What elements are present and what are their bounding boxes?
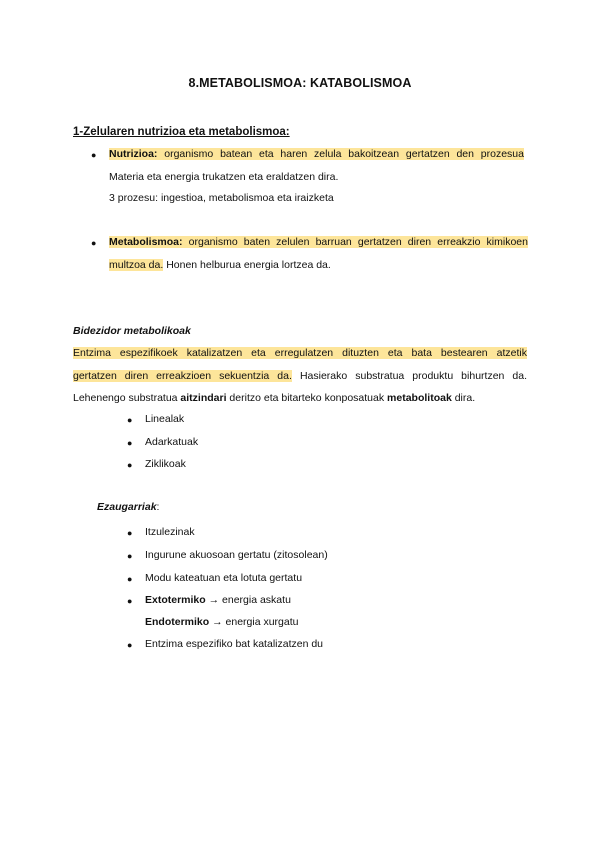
nutrizioa-text: organismo batean eta haren zelula bakoitzean gertatzen den prozesua bbox=[164, 148, 524, 160]
bullet-dot: ● bbox=[127, 460, 133, 470]
metabolismoa-term: Metabolismoa: bbox=[109, 236, 183, 248]
bullet-dot: ● bbox=[127, 640, 133, 650]
bidezidor-para-line2: gertatzen diren erreakzioen sekuentzia da. Hasierako substratua produktu bihurtzen da. bbox=[73, 370, 527, 382]
bidezidor-heading: Bidezidor metabolikoak bbox=[73, 325, 191, 337]
list-item: Ingurune akuosoan gertatu (zitosolean) bbox=[145, 549, 328, 561]
bullet-dot: ● bbox=[127, 551, 133, 561]
metabolismoa-definition bbox=[109, 235, 528, 250]
list-item: Itzulezinak bbox=[145, 526, 195, 538]
list-item: Adarkatuak bbox=[145, 436, 199, 448]
nutrizioa-definition bbox=[109, 147, 524, 162]
list-item: Entzima espezifiko bat katalizatzen du bbox=[145, 638, 324, 650]
bullet-dot: ● bbox=[127, 528, 133, 538]
list-item: Ziklikoak bbox=[145, 458, 186, 470]
bullet-dot: ● bbox=[91, 150, 97, 160]
aitzindari-term: aitzindari bbox=[180, 392, 227, 404]
nutrizioa-term: Nutrizioa: bbox=[109, 148, 158, 160]
list-item: Modu kateatuan eta lotuta gertatu bbox=[145, 572, 303, 584]
section-heading: 1-Zelularen nutrizioa eta metabolismoa: bbox=[73, 126, 290, 138]
bullet-dot: ● bbox=[127, 574, 133, 584]
list-item-exotermiko: Extotermiko → energia askatu bbox=[145, 594, 291, 606]
bullet-dot: ● bbox=[127, 415, 133, 425]
page-title: 8.METABOLISMOA: KATABOLISMOA bbox=[188, 76, 412, 90]
metabolismoa-text: organismo baten zelulen barruan gertatzen diren erreakzio kimikoen bbox=[188, 236, 528, 248]
bidezidor-para-line3: Lehenengo substratua aitzindari deritzo eta bitarteko konposatuak metabolitoak dira. bbox=[73, 392, 476, 404]
list-item-endotermiko: Endotermiko → energia xurgatu bbox=[145, 616, 299, 628]
bidezidor-para-line1: Entzima espezifikoek katalizatzen eta erregulatzen dituzten eta bata bestearen atzetik bbox=[73, 347, 527, 359]
nutrizioa-line3: 3 prozesu: ingestioa, metabolismoa eta iraizketa bbox=[109, 192, 334, 204]
nutrizioa-line2: Materia eta energia trukatzen eta eraldatzen dira. bbox=[109, 171, 339, 183]
bullet-dot: ● bbox=[127, 438, 133, 448]
metabolitoak-term: metabolitoak bbox=[387, 392, 452, 404]
list-item: Linealak bbox=[145, 413, 185, 425]
bullet-dot: ● bbox=[91, 238, 97, 248]
metabolismoa-line2: multzoa da. Honen helburua energia lortzea da. bbox=[109, 259, 331, 271]
ezaugarriak-heading: Ezaugarriak: bbox=[97, 501, 160, 513]
bullet-dot: ● bbox=[127, 596, 133, 606]
